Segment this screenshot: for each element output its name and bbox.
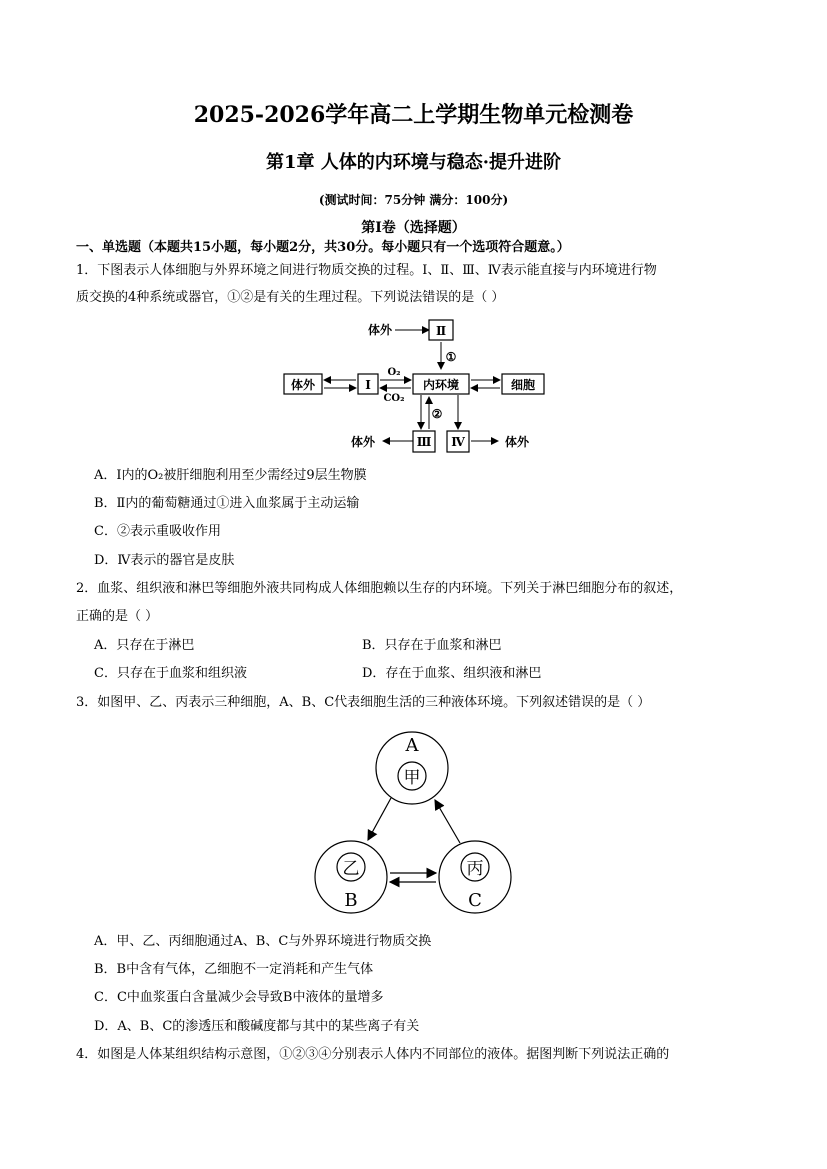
q1-option-b: B．Ⅱ内的葡萄糖通过①进入血浆属于主动运输 xyxy=(94,496,360,511)
q1-stem-line1: 1．下图表示人体细胞与外界环境之间进行物质交换的过程。Ⅰ、Ⅱ、Ⅲ、Ⅳ表示能直接与内环境进行物 xyxy=(76,263,657,278)
q3-arrow-c-to-a xyxy=(435,800,460,843)
q1-diagram-cell: 细胞 xyxy=(510,378,536,392)
q1-option-d: D．Ⅳ表示的器官是皮肤 xyxy=(94,553,235,568)
section-title: 第Ⅰ卷（选择题） xyxy=(361,220,466,236)
q3-stem: 3．如图甲、乙、丙表示三种细胞，A、B、C代表细胞生活的三种液体环境。下列叙述错误的是（ ） xyxy=(76,695,651,710)
q1-diagram-process-1: ① xyxy=(445,350,457,364)
q1-diagram-organ-2: Ⅱ xyxy=(435,324,447,338)
q3-cell-a-label: 甲 xyxy=(403,768,421,788)
q1-diagram-process-2: ② xyxy=(431,407,443,421)
q3-cell-b-label: 乙 xyxy=(342,859,360,879)
q3-option-c: C．C中血浆蛋白含量减少会导致B中液体的量增多 xyxy=(94,990,384,1005)
q1-option-a: A．Ⅰ内的O₂被肝细胞利用至少需经过9层生物膜 xyxy=(94,468,367,483)
q1-diagram-o2: O₂ xyxy=(387,367,401,378)
q1-diagram-organ-1: Ⅰ xyxy=(365,378,371,392)
page-title: 2025-2026学年高二上学期生物单元检测卷 xyxy=(193,102,634,128)
q1-diagram-organ-4: Ⅳ xyxy=(451,435,465,449)
q3-arrow-a-to-b xyxy=(368,798,391,840)
part-heading-label: 一、单选题 xyxy=(76,240,142,255)
part-heading-note: （本题共15小题，每小题2分，共30分。每小题只有一个选项符合题意。） xyxy=(141,240,570,255)
part-heading xyxy=(76,240,570,256)
q2-option-a: A．只存在于淋巴 xyxy=(94,638,195,653)
q1-diagram-outside-top: 体外 xyxy=(367,323,393,337)
q1-diagram-boxes xyxy=(284,320,544,452)
chapter-title: 第1章 人体的内环境与稳态·提升进阶 xyxy=(265,152,562,173)
q3-option-d: D．A、B、C的渗透压和酸碱度都与其中的某些离子有关 xyxy=(94,1019,420,1034)
exam-meta: (测试时间：75分钟 满分：100分) xyxy=(318,193,509,207)
q3-option-a: A．甲、乙、丙细胞通过A、B、C与外界环境进行物质交换 xyxy=(94,934,432,949)
q1-diagram-outside-left: 体外 xyxy=(290,378,316,392)
q1-diagram xyxy=(280,316,550,456)
q3-fluid-b-label: B xyxy=(344,890,358,911)
q3-fluid-a-label: A xyxy=(405,735,419,756)
q1-diagram-co2: CO₂ xyxy=(383,393,405,404)
q3-diagram xyxy=(305,722,525,922)
q1-diagram-organ-3: Ⅲ xyxy=(416,435,432,449)
q3-fluid-c-label: C xyxy=(468,890,482,911)
q3-option-b: B．B中含有气体，乙细胞不一定消耗和产生气体 xyxy=(94,962,374,977)
q1-diagram-center: 内环境 xyxy=(422,378,460,392)
q2-option-d: D．存在于血浆、组织液和淋巴 xyxy=(362,666,542,681)
q1-diagram-outside-bottom-right: 体外 xyxy=(504,435,530,449)
q4-stem: 4．如图是人体某组织结构示意图，①②③④分别表示人体内不同部位的液体。据图判断下列说法正确的 xyxy=(76,1047,670,1062)
q1-option-c: C．②表示重吸收作用 xyxy=(94,524,221,539)
q2-option-b: B．只存在于血浆和淋巴 xyxy=(362,638,502,653)
q1-stem-line2: 质交换的4种系统或器官，①②是有关的生理过程。下列说法错误的是（ ） xyxy=(76,290,505,305)
q2-stem-line1: 2．血浆、组织液和淋巴等细胞外液共同构成人体细胞赖以生存的内环境。下列关于淋巴细胞分布的叙述， xyxy=(76,581,683,596)
q3-cell-c-label: 丙 xyxy=(466,859,484,879)
q2-option-c: C．只存在于血浆和组织液 xyxy=(94,666,247,681)
q1-diagram-outside-bottom-left: 体外 xyxy=(350,435,376,449)
q1-diagram-lines xyxy=(324,330,500,441)
q2-stem-line2: 正确的是（ ） xyxy=(76,609,159,624)
